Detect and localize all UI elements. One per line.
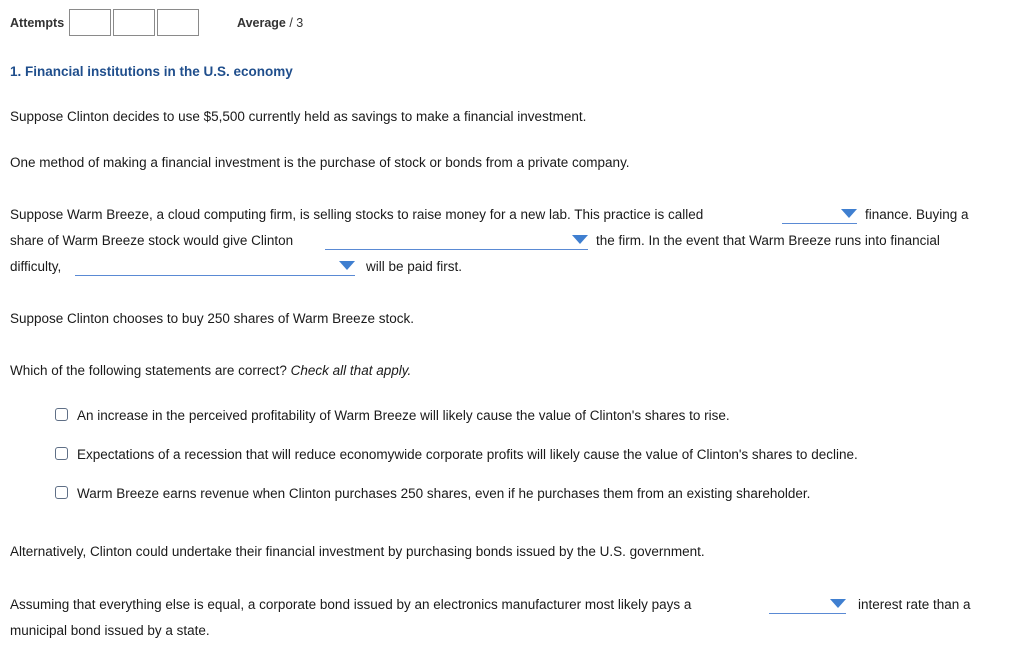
paragraph-which-correct — [10, 363, 411, 378]
chevron-down-icon — [830, 599, 846, 608]
chevron-down-icon — [841, 209, 857, 218]
option-2-checkbox[interactable] — [55, 447, 68, 460]
prompt-text: Which of the following statements are correct? — [10, 363, 287, 378]
paragraph-warm-breeze-line2: share of Warm Breeze stock would give Clinton — [10, 233, 294, 248]
option-1-label: An increase in the perceived profitability of Warm Breeze will likely cause the value of Clinton's shares to rise. — [77, 408, 730, 423]
paragraph-savings: Suppose Clinton decides to use $5,500 currently held as savings to make a financial investment. — [10, 109, 587, 124]
option-2-label: Expectations of a recession that will reduce economywide corporate profits will likely cause the value of Clinton's shares to decline. — [77, 447, 858, 462]
paragraph-warm-breeze-line1: Suppose Warm Breeze, a cloud computing firm, is selling stocks to raise money for a new lab. This practice is called — [10, 207, 704, 222]
paid-first-dropdown[interactable] — [75, 258, 355, 276]
chevron-down-icon — [572, 235, 588, 244]
prompt-instruction: Check all that apply. — [290, 363, 412, 378]
average-value: / 3 — [289, 16, 304, 30]
paragraph-alternatively: Alternatively, Clinton could undertake their financial investment by purchasing bonds issued by the U.S. government. — [10, 544, 705, 559]
attempt-box-2 — [113, 9, 155, 36]
paragraph-bond-line1: Assuming that everything else is equal, a corporate bond issued by an electronics manufacturer most likely pays a — [10, 597, 692, 612]
attempt-box-3 — [157, 9, 199, 36]
option-3-label: Warm Breeze earns revenue when Clinton purchases 250 shares, even if he purchases them from an existing shareholder. — [77, 486, 811, 501]
paragraph-warm-breeze-line3: difficulty, — [10, 259, 62, 274]
paragraph-bond-line2: municipal bond issued by a state. — [10, 623, 210, 638]
chevron-down-icon — [339, 261, 355, 270]
paragraph-warm-breeze-line3b: will be paid first. — [366, 259, 463, 274]
ownership-dropdown[interactable] — [325, 232, 588, 250]
average-score — [237, 16, 303, 30]
paragraph-method: One method of making a financial investment is the purchase of stock or bonds from a private company. — [10, 155, 630, 170]
finance-type-dropdown[interactable] — [782, 206, 857, 224]
option-1-checkbox[interactable] — [55, 408, 68, 421]
average-label: Average — [237, 16, 286, 30]
question-title: 1. Financial institutions in the U.S. economy — [10, 64, 293, 79]
paragraph-bond-line1b: interest rate than a — [858, 597, 971, 612]
option-3-checkbox[interactable] — [55, 486, 68, 499]
attempt-box-1 — [69, 9, 111, 36]
paragraph-buy-shares: Suppose Clinton chooses to buy 250 shares of Warm Breeze stock. — [10, 311, 414, 326]
attempts-label: Attempts — [10, 16, 65, 30]
paragraph-warm-breeze-line2b: the firm. In the event that Warm Breeze runs into financial — [596, 233, 940, 248]
paragraph-warm-breeze-finance: finance. Buying a — [865, 207, 969, 222]
interest-rate-dropdown[interactable] — [769, 596, 846, 614]
